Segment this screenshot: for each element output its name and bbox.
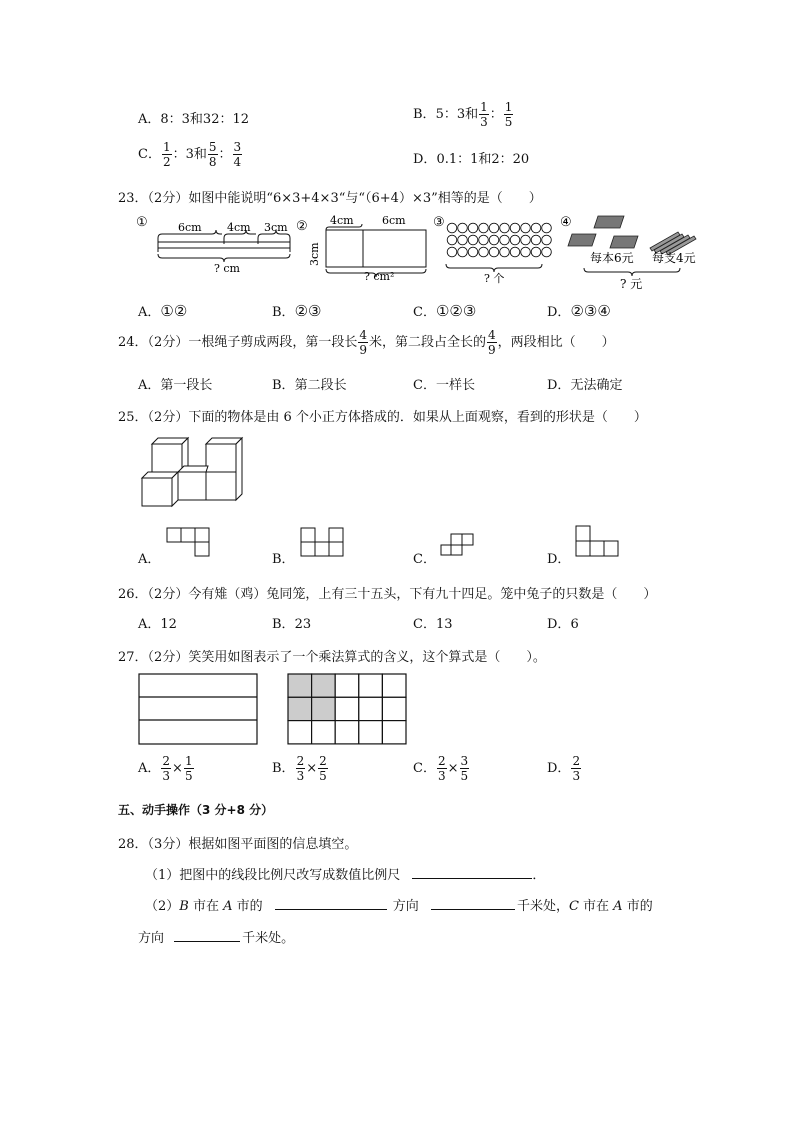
circle-item bbox=[468, 247, 478, 257]
q24-option-b: B．第二段长 bbox=[272, 378, 347, 393]
fig4-brace bbox=[584, 268, 680, 276]
circle-item bbox=[479, 247, 489, 257]
circle-item bbox=[500, 235, 510, 245]
fig4-book-label: 每本6元 bbox=[590, 251, 634, 265]
q28-part1: （1）把图中的线段比例尺改写成数值比例尺 ． bbox=[145, 868, 546, 883]
circle-item bbox=[458, 247, 468, 257]
q25-option-c: C． bbox=[413, 552, 436, 567]
fraction: $\frac{1}{5}$ bbox=[184, 754, 193, 783]
grid-cell bbox=[335, 674, 359, 697]
fraction: $\frac{2}{3}$ bbox=[437, 754, 446, 783]
circle-item bbox=[489, 223, 499, 233]
q25-stem: 25．（2分）下面的物体是由 6 个小正方体搭成的．如果从上面观察，看到的形状是（ ） bbox=[118, 410, 647, 425]
fig4-number: ④ bbox=[560, 215, 572, 230]
answer-blank[interactable] bbox=[174, 929, 240, 942]
fig4-pen-label: 每支4元 bbox=[652, 251, 696, 265]
fraction: $\frac{1}{3}$ bbox=[480, 100, 488, 129]
answer-blank[interactable] bbox=[275, 897, 387, 910]
circle-item bbox=[458, 235, 468, 245]
grid-cell bbox=[335, 697, 359, 720]
q26-option-d: D．6 bbox=[547, 617, 579, 632]
grid-cell bbox=[382, 674, 406, 697]
q25-option-d: D． bbox=[547, 552, 571, 567]
q27-option-d: D． $\frac{2}{3}$ bbox=[547, 754, 581, 783]
circle-item bbox=[447, 223, 457, 233]
circle-item bbox=[531, 235, 541, 245]
grid-cell bbox=[359, 674, 383, 697]
q25-option-c-shape bbox=[440, 533, 480, 559]
fraction: $\frac{2}{5}$ bbox=[319, 754, 327, 783]
answer-blank[interactable] bbox=[431, 897, 515, 910]
grid-cell bbox=[312, 674, 336, 697]
fraction: $\frac{2}{3}$ bbox=[296, 754, 305, 783]
q28-part3: 方向 千米处。 bbox=[138, 931, 295, 946]
grid-cell bbox=[335, 721, 359, 744]
fig1-total: ? cm bbox=[214, 262, 240, 275]
circle-item bbox=[500, 247, 510, 257]
fraction: $\frac{3}{5}$ bbox=[460, 754, 469, 783]
q26-option-a: A．12 bbox=[138, 617, 177, 632]
q22-option-c: C． $\frac{1}{2}$ ：3和 $\frac{5}{8}$ ： $\frac{3}{4}$ bbox=[138, 140, 242, 169]
grid-cell bbox=[288, 674, 312, 697]
fig2-label-3cm: 3cm bbox=[308, 242, 321, 266]
book-icon bbox=[568, 216, 638, 248]
fig2-label-6cm: 6cm bbox=[382, 214, 406, 227]
fig1-label-4cm: 4cm bbox=[227, 221, 251, 234]
fig2-label-4cm: 4cm bbox=[330, 214, 354, 227]
fig1-number: ① bbox=[136, 215, 148, 230]
q27-option-a: A． $\frac{2}{3}$ × $\frac{1}{5}$ bbox=[138, 754, 193, 783]
circle-item bbox=[447, 247, 457, 257]
q24-option-c: C．一样长 bbox=[413, 378, 475, 393]
circle-item bbox=[542, 247, 552, 257]
q24-stem: 24．（2分）一根绳子剪成两段，第一段长 $\frac{4}{9}$ 米，第二段占全长的 $\frac{4}{9}$ ，两段相比（ ） bbox=[118, 328, 615, 357]
circle-item bbox=[531, 247, 541, 257]
q26-option-c: C．13 bbox=[413, 617, 453, 632]
fig2-number: ② bbox=[296, 219, 308, 234]
q25-option-a-shape bbox=[166, 527, 214, 559]
section-title: 五、动手操作（3 分+8 分） bbox=[118, 803, 274, 817]
grid-cell bbox=[359, 721, 383, 744]
q28-part2: （2）B 市在 A 市的 方向 千米处，C 市在 A 市的 bbox=[145, 899, 653, 914]
fraction: $\frac{2}{3}$ bbox=[572, 754, 581, 783]
circle-item bbox=[510, 223, 520, 233]
circle-item bbox=[468, 223, 478, 233]
fraction: $\frac{1}{5}$ bbox=[504, 100, 513, 129]
grid-cell bbox=[312, 721, 336, 744]
circle-item bbox=[521, 223, 531, 233]
grid-cell bbox=[359, 697, 383, 720]
fraction: $\frac{4}{9}$ bbox=[359, 328, 367, 357]
grid-cell bbox=[382, 697, 406, 720]
circle-item bbox=[510, 235, 520, 245]
q25-option-a: A． bbox=[138, 552, 161, 567]
circle-item bbox=[479, 235, 489, 245]
answer-blank[interactable] bbox=[412, 866, 532, 879]
q25-option-b: B． bbox=[272, 552, 295, 567]
circle-item bbox=[479, 223, 489, 233]
circle-item bbox=[447, 235, 457, 245]
q22-option-d: D．0.1：1和2：20 bbox=[413, 152, 530, 167]
fraction: $\frac{3}{4}$ bbox=[233, 140, 242, 169]
q25-cube-figure bbox=[138, 436, 248, 508]
fraction: $\frac{4}{9}$ bbox=[487, 328, 496, 357]
grid-cell bbox=[382, 721, 406, 744]
fig1-label-6cm: 6cm bbox=[178, 221, 202, 234]
fig3-circle-grid bbox=[447, 223, 551, 257]
fig1-bottom-brace bbox=[158, 254, 290, 262]
q24-option-d: D．无法确定 bbox=[547, 378, 623, 393]
circle-item bbox=[510, 247, 520, 257]
q23-option-d: D．②③④ bbox=[547, 302, 611, 320]
q23-option-b: B．②③ bbox=[272, 302, 322, 320]
fraction: $\frac{1}{2}$ bbox=[162, 140, 171, 169]
q22-option-b: B．5：3和 $\frac{1}{3}$ ： $\frac{1}{5}$ bbox=[413, 100, 513, 129]
fraction: $\frac{5}{8}$ bbox=[208, 140, 217, 169]
q26-option-b: B．23 bbox=[272, 617, 312, 632]
circle-item bbox=[489, 235, 499, 245]
q27-option-b: B． $\frac{2}{3}$ × $\frac{2}{5}$ bbox=[272, 754, 327, 783]
circle-item bbox=[542, 235, 552, 245]
fig4-total: ? 元 bbox=[620, 277, 643, 291]
circle-item bbox=[468, 235, 478, 245]
q23-option-c: C．①②③ bbox=[413, 302, 477, 320]
circle-item bbox=[500, 223, 510, 233]
q23-option-a: A．①② bbox=[138, 302, 188, 320]
grid-cell bbox=[312, 697, 336, 720]
q27-grid-figure bbox=[287, 673, 409, 746]
grid-cell bbox=[288, 697, 312, 720]
q28-stem: 28．（3分）根据如图平面图的信息填空。 bbox=[118, 837, 358, 852]
circle-item bbox=[521, 235, 531, 245]
q25-option-d-shape bbox=[575, 525, 623, 559]
fig3-number: ③ bbox=[433, 215, 445, 230]
circle-item bbox=[542, 223, 552, 233]
circle-item bbox=[458, 223, 468, 233]
circle-item bbox=[531, 223, 541, 233]
fig3-brace bbox=[446, 264, 542, 272]
q23-figures bbox=[130, 210, 710, 295]
q23-stem: 23．（2分）如图中能说明“6×3+4×3“与“（6+4）×3”相等的是（ ） bbox=[118, 191, 542, 206]
q22-option-a: A．8：3和32：12 bbox=[138, 112, 250, 127]
circle-item bbox=[489, 247, 499, 257]
grid-cell bbox=[288, 721, 312, 744]
circle-item bbox=[521, 247, 531, 257]
q27-strip-figure bbox=[138, 673, 260, 746]
fig2-rectangle bbox=[326, 230, 426, 267]
q25-option-b-shape bbox=[300, 527, 348, 559]
q27-option-c: C． $\frac{2}{3}$ × $\frac{3}{5}$ bbox=[413, 754, 469, 783]
fraction: $\frac{2}{3}$ bbox=[162, 754, 171, 783]
q24-option-a: A．第一段长 bbox=[138, 378, 213, 393]
q26-stem: 26．（2分）今有雉（鸡）兔同笼，上有三十五头，下有九十四足。笼中兔子的只数是（ ） bbox=[118, 587, 657, 602]
fig3-total: ? 个 bbox=[484, 272, 505, 285]
fig1-label-3cm: 3cm bbox=[264, 221, 288, 234]
q27-stem: 27．（2分）笑笑用如图表示了一个乘法算式的含义，这个算式是（ ）。 bbox=[118, 650, 546, 665]
fig2-total: ? cm² bbox=[364, 270, 395, 283]
